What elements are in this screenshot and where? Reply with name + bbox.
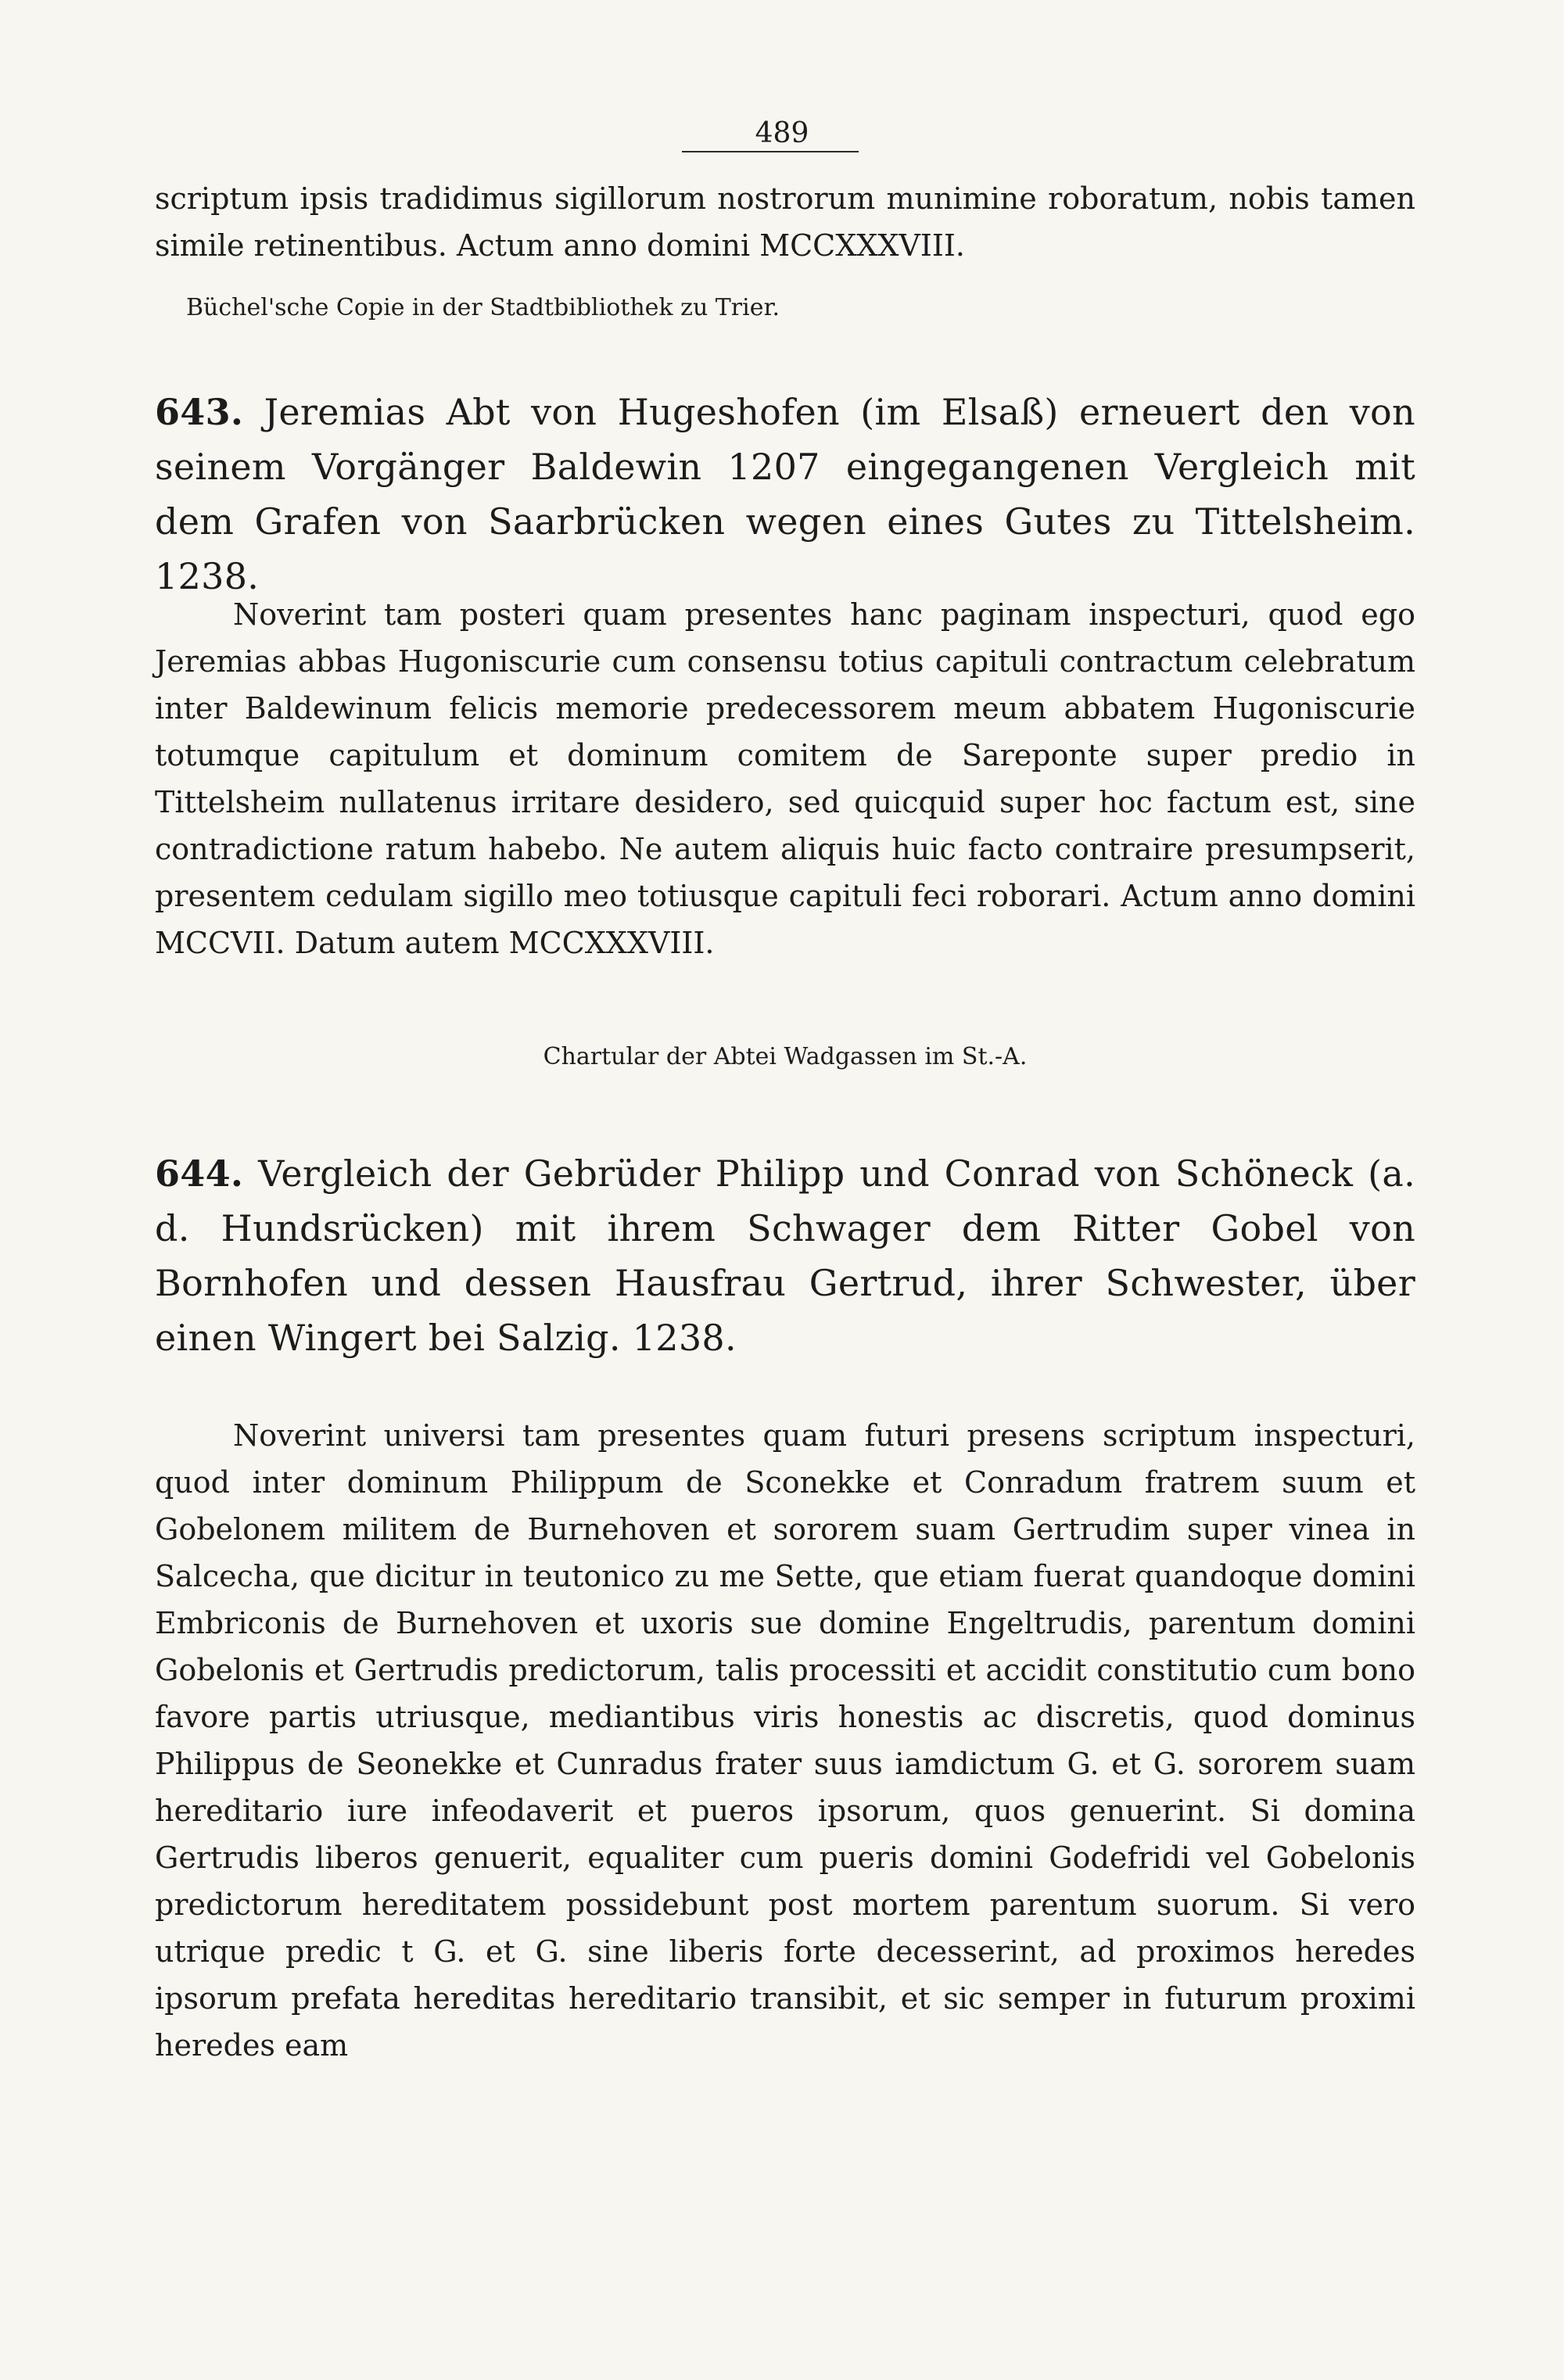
doc-644-text: Noverint universi tam presentes quam futuri presens scriptum inspecturi, quod inter dominum Philippum de Sconekke et Conradum fratrem suum et Gobelonem militem de Burnehoven et sororem suam Gertrudim super vinea in Salcecha, que dicitur in teutonico zu me Sette, que etiam fuerat quandoque domini Embriconis de Burnehoven et uxoris sue domine Engeltrudis, parentum domini Gobelonis et Gertrudis predictorum, talis processiti et accidit constitutio cum bono favore partis utriusque, mediantibus viris honestis ac discretis, quod dominus Philippus de Seonekke et Cunradus frater suus iamdictum G. et G. sororem suam hereditario iure infeodaverit et pueros ipsorum, quos genuerint. Si domina Gertrudis liberos genuerit, equaliter cum pueris domini Godefridi vel Gobelonis predictorum hereditatem possidebunt post mortem parentum suorum. Si vero utrique predic t G. et G. sine liberis forte decesserint, ad proximos heredes ipsorum prefata hereditas hereditario transibit, et sic semper in futurum proximi heredes eam (155, 1418, 1415, 2063)
doc-643-number: 643. (155, 391, 244, 433)
preceding-source (155, 291, 1415, 325)
source-note: Büchel'sche Copie in der Stadtbibliothek zu Trier. (186, 294, 780, 321)
preceding-document-end (155, 175, 1415, 269)
preceding-text: scriptum ipsis tradidimus sigillorum nostrorum munimine roboratum, nobis tamen simile retinentibus. Actum anno domini MCCXXXVIII. (155, 181, 1415, 263)
doc-643-source (155, 1040, 1415, 1074)
doc-643-title: Jeremias Abt von Hugeshofen (im Elsaß) erneuert den von seinem Vorgänger Baldewin 1207 eingegangenen Vergleich mit dem Grafen von Saarbrücken wegen eines Gutes zu Tittelsheim. 1238. (155, 391, 1415, 597)
doc-643-text: Noverint tam posteri quam presentes hanc paginam inspecturi, quod ego Jeremias abbas Hugoniscurie cum consensu totius capituli contractum celebratum inter Baldewinum felicis memorie predecessorem meum abbatem Hugoniscurie totumque capitulum et dominum comitem de Sareponte super predio in Tittelsheim nullatenus irritare desidero, sed quicquid super hoc factum est, sine contradictione ratum habebo. Ne autem aliquis huic facto contraire presumpserit, presentem cedulam sigillo meo totiusque capituli feci roborari. Actum anno domini MCCVII. Datum autem MCCXXXVIII. (155, 597, 1415, 960)
doc-643-body (155, 591, 1415, 966)
doc-644-title: Vergleich der Gebrüder Philipp und Conrad von Schöneck (a. d. Hundsrücken) mit ihrem Schwager dem Ritter Gobel von Bornhofen und dessen Hausfrau Gertrud, ihrer Schwester, über einen Wingert bei Salzig. 1238. (155, 1152, 1415, 1359)
doc-644-number: 644. (155, 1152, 244, 1195)
doc-643-source-note: Chartular der Abtei Wadgassen im St.-A. (543, 1043, 1028, 1070)
doc-643-heading (155, 385, 1415, 604)
doc-644-body (155, 1412, 1415, 2069)
doc-644-heading (155, 1146, 1415, 1365)
page-number-rule (682, 151, 859, 152)
page-number: 489 (755, 117, 809, 149)
